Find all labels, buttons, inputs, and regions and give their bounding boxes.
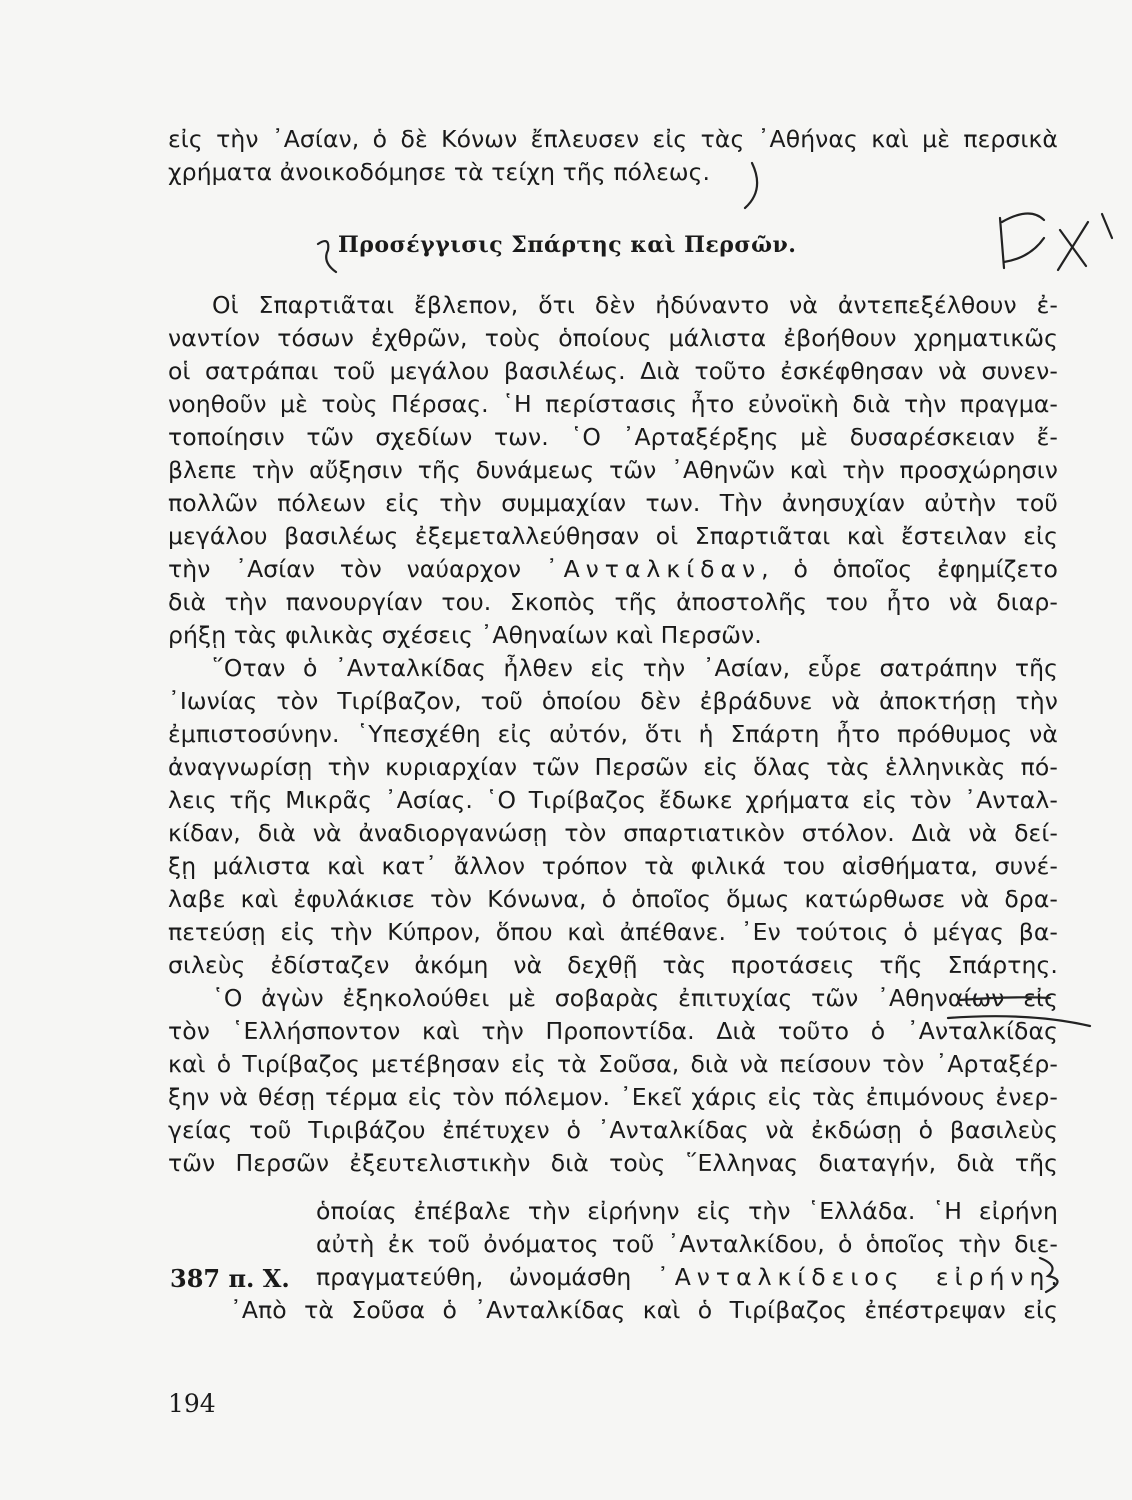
text-line: ὁποίας ἐπέβαλε τὴν εἰρήνην εἰς τὴν ῾Ελλάδα. ῾Η εἰρήνη [316,1197,1058,1225]
text-line: κίδαν, διὰ νὰ ἀναδιοργανώσῃ τὸν σπαρτιατικὸν στόλον. Διὰ νὰ δεί- [168,819,1058,847]
text-line: ρήξῃ τὰς φιλικὰς σχέσεις ᾿Αθηναίων καὶ Περσῶν. [168,621,762,649]
page-number: 194 [168,1389,216,1418]
text-line: Οἱ Σπαρτιᾶται ἔβλεπον, ὅτι δὲν ἠδύναντο νὰ ἀντεπεξέλθουν ἐ- [212,291,1058,319]
text-line: ἐμπιστοσύνην. ῾Υπεσχέθη εἰς αὐτόν, ὅτι ἡ Σπάρτη ἦτο πρόθυμος νὰ [168,720,1058,748]
text-line: μεγάλου βασιλέως ἐξεμεταλλεύθησαν οἱ Σπαρτιᾶται καὶ ἔστειλαν εἰς [168,522,1058,550]
text-line: σιλεὺς ἐδίσταζεν ἀκόμη νὰ δεχθῇ τὰς προτάσεις τῆς Σπάρτης. [168,951,1058,979]
text-line: πραγματεύθη, ὠνομάσθη ᾿Ανταλκίδειος εἰρήνη. [316,1263,1058,1291]
text-line: ᾿Ιωνίας τὸν Τιρίβαζον, τοῦ ὁποίου δὲν ἐβράδυνε νὰ ἀποκτήσῃ τὴν [168,687,1058,715]
text-line: οἱ σατράπαι τοῦ μεγάλου βασιλέως. Διὰ τοῦτο ἐσκέφθησαν νὰ συνεν- [168,357,1058,385]
text-line: ῾Ο ἀγὼν ἐξηκολούθει μὲ σοβαρὰς ἐπιτυχίας τῶν ᾿Αθηναίων εἰς [212,984,1058,1012]
text-line: ξῃ μάλιστα καὶ κατ᾿ ἄλλον τρόπον τὰ φιλικά του αἰσθήματα, συνέ- [168,852,1058,880]
text-line: αὐτὴ ἐκ τοῦ ὀνόματος τοῦ ᾿Ανταλκίδου, ὁ ὁποῖος τὴν διε- [316,1230,1058,1258]
text-line: τὴν ᾿Ασίαν τὸν ναύαρχον ᾿Ανταλκίδαν, ὁ ὁποῖος ἐφημίζετο [168,555,1058,583]
spaced-name: ᾿Ανταλκίδαν [545,555,762,583]
text-line: χρήματα ἀνοικοδόμησε τὰ τείχη τῆς πόλεως. [168,158,711,186]
text-line: ᾿Απὸ τὰ Σοῦσα ὁ ᾿Ανταλκίδας καὶ ὁ Τιρίβαζος ἐπέστρεψαν εἰς [230,1296,1058,1324]
text-line: τῶν Περσῶν ἐξευτελιστικὴν διὰ τοὺς ῞Ελληνας διαταγήν, διὰ τῆς [168,1149,1058,1177]
text-line: διὰ τὴν πανουργίαν του. Σκοπὸς τῆς ἀποστολῆς του ἦτο νὰ διαρ- [168,588,1058,616]
text-line: πολλῶν πόλεων εἰς τὴν συμμαχίαν των. Τὴν ἀνησυχίαν αὐτὴν τοῦ [168,489,1058,517]
text-line: καὶ ὁ Τιρίβαζος μετέβησαν εἰς τὰ Σοῦσα, διὰ νὰ πείσουν τὸν ᾿Αρταξέρ- [168,1050,1058,1078]
handwritten-note-icon [1000,213,1112,270]
text-line: πετεύσῃ εἰς τὴν Κύπρον, ὅπου καὶ ἀπέθανε. ᾿Εν τούτοις ὁ μέγας βα- [168,918,1058,946]
section-title: Προσέγγισις Σπάρτης καὶ Περσῶν. [338,232,797,258]
text-line: νοηθοῦν μὲ τοὺς Πέρσας. ῾Η περίστασις ἦτο εὐνοϊκὴ διὰ τὴν πραγμα- [168,390,1058,418]
text-line: τὸν ῾Ελλήσποντον καὶ τὴν Προποντίδα. Διὰ τοῦτο ὁ ᾿Ανταλκίδας [168,1017,1058,1045]
text-line: ῞Οταν ὁ ᾿Ανταλκίδας ἦλθεν εἰς τὴν ᾿Ασίαν, εὗρε σατράπην τῆς [212,654,1058,682]
text-line: λεις τῆς Μικρᾶς ᾿Ασίας. ῾Ο Τιρίβαζος ἔδωκε χρήματα εἰς τὸν ᾿Ανταλ- [168,786,1058,814]
text-line: ξην νὰ θέσῃ τέρμα εἰς τὸν πόλεμον. ᾿Εκεῖ χάρις εἰς τὰς ἐπιμόνους ἐνερ- [168,1083,1058,1111]
text-line: ναντίον τόσων ἐχθρῶν, τοὺς ὁποίους μάλιστα ἐβοήθουν χρηματικῶς [168,324,1058,352]
margin-date: 387 π. Χ. [170,1264,290,1293]
text-line: λαβε καὶ ἐφυλάκισε τὸν Κόνωνα, ὁ ὁποῖος ὅμως κατώρθωσε νὰ δρα- [168,885,1058,913]
text-line: τοποίησιν τῶν σχεδίων των. ῾Ο ᾿Αρταξέρξης μὲ δυσαρέσκειαν ἔ- [168,423,1058,451]
spaced-name: ᾿Ανταλκίδειος εἰρήνη [656,1263,1051,1291]
text-line: βλεπε τὴν αὔξησιν τῆς δυνάμεως τῶν ᾿Αθηνῶν καὶ τὴν προσχώρησιν [168,456,1058,484]
title-mark [318,241,336,272]
text-line: εἰς τὴν ᾿Ασίαν, ὁ δὲ Κόνων ἔπλευσεν εἰς τὰς ᾿Αθήνας καὶ μὲ περσικὰ [168,125,1058,153]
text-line: γείας τοῦ Τιριβάζου ἐπέτυχεν ὁ ᾿Ανταλκίδας νὰ ἐκδώσῃ ὁ βασιλεὺς [168,1116,1058,1144]
text-line: ἀναγνωρίσῃ τὴν κυριαρχίαν τῶν Περσῶν εἰς ὅλας τὰς ἑλληνικὰς πό- [168,753,1058,781]
